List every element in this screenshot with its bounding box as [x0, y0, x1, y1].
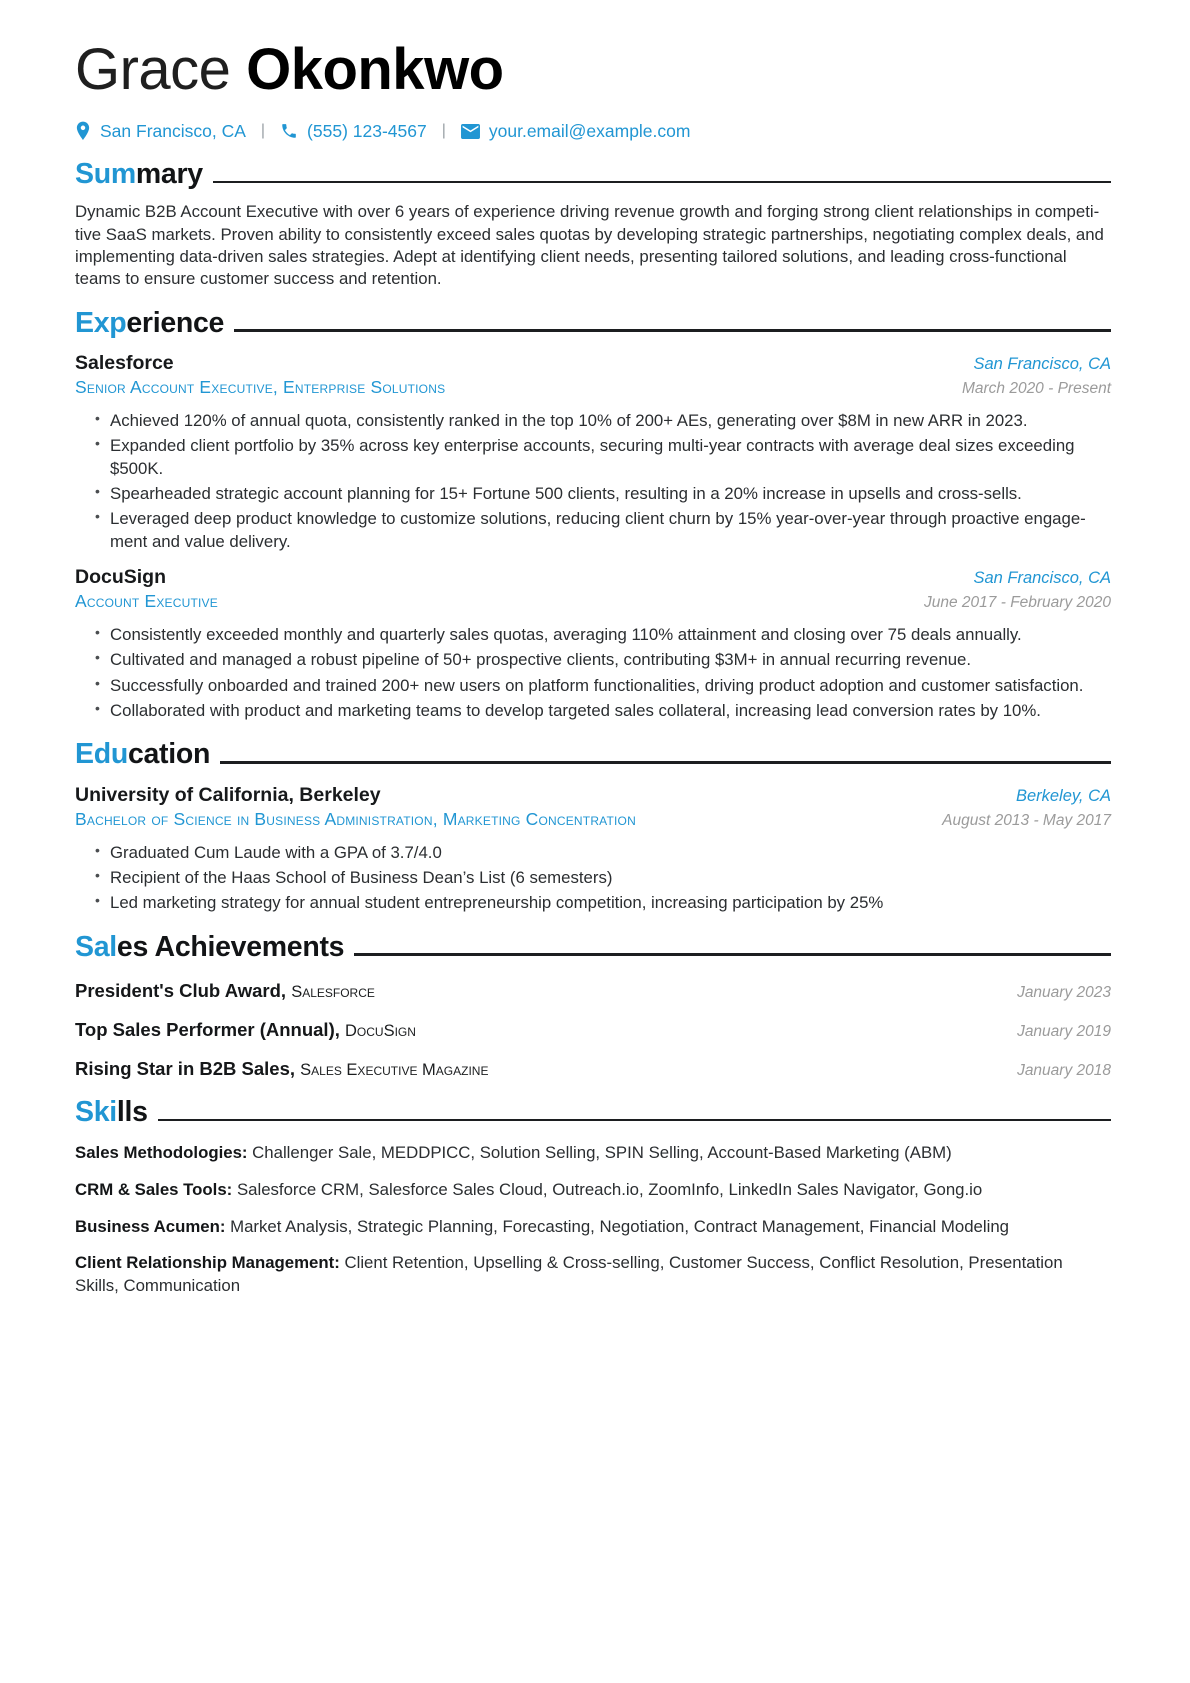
- award-date: January 2023: [1017, 983, 1111, 1001]
- job-dates: June 2017 - February 2020: [924, 593, 1111, 611]
- school-bullet: • Recipient of the Haas School of Business Dean’s List (6 semesters): [110, 867, 1111, 889]
- achievements-heading-row: [75, 932, 1111, 963]
- award-org: Salesforce: [291, 982, 375, 1001]
- job-bullet: • Leveraged deep product knowledge to customize solutions, reducing client churn by 15% year-over-year through proactive engagement and value delivery.: [110, 508, 1111, 553]
- job-bullet: • Achieved 120% of annual quota, consistently ranked in the top 10% of 200+ AEs, generating over $8M in new ARR in 2023.: [110, 410, 1111, 432]
- experience-title-accent: Exp: [75, 306, 127, 339]
- school-bullet: • Graduated Cum Laude with a GPA of 3.7/4.0: [110, 842, 1111, 864]
- job-header-row: [75, 352, 1111, 375]
- summary-title-accent: Sum: [75, 157, 136, 190]
- education-title: [75, 739, 210, 770]
- job-bullet-list: [75, 624, 1111, 722]
- skill-text: Client Retention, Upselling & Cross-selling, Customer Success, Conflict Resolution, Presentation Skills, Communication: [75, 1253, 1063, 1295]
- skills-title: [75, 1097, 148, 1128]
- achievements-title-accent: Sal: [75, 930, 117, 963]
- contact-row: [75, 121, 1111, 142]
- contact-separator: |: [260, 122, 266, 140]
- heading-rule: [158, 1119, 1111, 1122]
- education-heading-row: [75, 739, 1111, 770]
- award-name: [75, 980, 375, 1002]
- job-dates: March 2020 - Present: [961, 379, 1111, 397]
- experience-title-rest: erience: [126, 306, 225, 339]
- award-item: [75, 1019, 1111, 1041]
- job-bullet: • Expanded client portfolio by 35% across key enterprise accounts, securing multi-year contracts with average deal sizes exceeding $500K.: [110, 435, 1111, 480]
- job-location: San Francisco, CA: [973, 354, 1111, 373]
- envelope-icon: [461, 124, 480, 139]
- skill-label: Client Relationship Management:: [75, 1253, 340, 1273]
- job-bullet-list: [75, 410, 1111, 553]
- skill-category: [75, 1216, 1111, 1239]
- last-name: Okonkwo: [246, 37, 504, 102]
- award-name: [75, 1058, 488, 1080]
- school-location: Berkeley, CA: [1015, 786, 1111, 805]
- school-bullet-list: [75, 842, 1111, 915]
- job-subheader-row: [75, 375, 1111, 398]
- job-bullet: • Cultivated and managed a robust pipeline of 50+ prospective clients, contributing $3M+ in annual recurring revenue.: [110, 649, 1111, 671]
- company-name: DocuSign: [75, 565, 166, 588]
- school-name: University of California, Berkeley: [75, 783, 381, 806]
- contact-separator: |: [441, 122, 446, 140]
- award-title: President's Club Award: [75, 979, 281, 1001]
- job-subheader-row: [75, 589, 1111, 612]
- candidate-name: [75, 37, 1111, 102]
- award-separator: ,: [289, 1057, 301, 1079]
- school-subheader-row: [75, 807, 1111, 830]
- education-section: [75, 739, 1111, 914]
- skills-heading-row: [75, 1097, 1111, 1128]
- contact-email: [461, 121, 691, 142]
- first-name: Grace: [75, 37, 231, 102]
- location-text: San Francisco, CA: [100, 120, 246, 141]
- summary-text: Dynamic B2B Account Executive with over 6 years of experience driving revenue growth and forging strong client relationships in competitive SaaS markets. Proven ability to consistently exceed sales quotas by developing strategic partnerships, negotiating complex deals, and implementing data-driven sales strategies. Adept at identifying client needs, presenting tailored solutions, and leading cross-functional teams to ensure customer success and retention.: [75, 202, 1104, 289]
- skill-category: [75, 1179, 1111, 1202]
- experience-section: [75, 308, 1111, 723]
- company-name: Salesforce: [75, 351, 174, 374]
- experience-title: [75, 308, 224, 339]
- school-header-row: [75, 784, 1111, 807]
- achievements-title: [75, 932, 344, 963]
- skill-label: Sales Methodologies:: [75, 1143, 248, 1163]
- skill-category: [75, 1142, 1111, 1165]
- summary-title: [75, 159, 203, 190]
- award-separator: ,: [280, 979, 292, 1001]
- skill-category: [75, 1252, 1111, 1297]
- achievements-title-rest: es Achievements: [116, 930, 345, 963]
- contact-location: [75, 121, 246, 142]
- job-role: Senior Account Executive, Enterprise Solutions: [75, 376, 446, 397]
- job-entry-docusign: [75, 566, 1111, 722]
- skill-text: Challenger Sale, MEDDPICC, Solution Selling, SPIN Selling, Account-Based Marketing (ABM): [252, 1143, 952, 1163]
- award-title: Top Sales Performer (Annual): [75, 1018, 335, 1040]
- email-text: your.email@example.com: [488, 120, 691, 141]
- award-separator: ,: [334, 1018, 346, 1040]
- skill-label: Business Acumen:: [75, 1216, 226, 1236]
- skills-title-accent: Ski: [75, 1095, 117, 1128]
- award-date: January 2019: [1017, 1022, 1111, 1040]
- job-bullet: • Collaborated with product and marketing teams to develop targeted sales collateral, increasing lead conversion rates by 10%.: [110, 700, 1111, 722]
- job-location: San Francisco, CA: [973, 568, 1111, 587]
- contact-phone: [280, 121, 427, 142]
- award-org: DocuSign: [345, 1021, 416, 1040]
- skill-text: Salesforce CRM, Salesforce Sales Cloud, Outreach.io, ZoomInfo, LinkedIn Sales Navigator, Gong.io: [236, 1179, 983, 1199]
- education-title-rest: cation: [127, 738, 211, 771]
- experience-heading-row: [75, 308, 1111, 339]
- job-entry-salesforce: [75, 352, 1111, 553]
- job-role: Account Executive: [75, 590, 218, 611]
- heading-rule: [213, 181, 1111, 184]
- skill-label: CRM & Sales Tools:: [75, 1179, 233, 1199]
- award-name: [75, 1019, 416, 1041]
- phone-text: (555) 123-4567: [307, 120, 427, 141]
- job-bullet: • Consistently exceeded monthly and quarterly sales quotas, averaging 110% attainment and closing over 75 deals annually.: [110, 624, 1111, 646]
- location-pin-icon: [75, 121, 91, 141]
- school-dates: August 2013 - May 2017: [942, 811, 1111, 829]
- summary-heading-row: [75, 159, 1111, 190]
- heading-rule: [220, 761, 1111, 764]
- heading-rule: [354, 953, 1111, 956]
- job-bullet: • Successfully onboarded and trained 200+ new users on platform functionalities, driving product adoption and customer satisfaction.: [110, 675, 1111, 697]
- achievements-section: [75, 932, 1111, 1080]
- award-item: [75, 980, 1111, 1002]
- award-org: Sales Executive Magazine: [300, 1060, 489, 1079]
- school-degree: Bachelor of Science in Business Administration, Marketing Concentration: [75, 808, 636, 829]
- phone-icon: [280, 122, 298, 140]
- heading-rule: [234, 329, 1111, 332]
- summary-section: [75, 159, 1111, 291]
- school-entry: [75, 784, 1111, 915]
- skills-title-rest: lls: [116, 1095, 148, 1128]
- award-title: Rising Star in B2B Sales: [75, 1057, 290, 1079]
- skill-text: Market Analysis, Strategic Planning, Forecasting, Negotiation, Contract Management, Financial Modeling: [230, 1216, 1009, 1236]
- skills-section: [75, 1097, 1111, 1298]
- education-title-accent: Edu: [75, 738, 128, 771]
- school-bullet: • Led marketing strategy for annual student entrepreneurship competition, increasing participation by 25%: [110, 892, 1111, 914]
- award-date: January 2018: [1017, 1061, 1111, 1079]
- job-bullet: • Spearheaded strategic account planning for 15+ Fortune 500 clients, resulting in a 20% increase in upsells and cross-sells.: [110, 483, 1111, 505]
- job-header-row: [75, 566, 1111, 589]
- award-item: [75, 1058, 1111, 1080]
- summary-title-rest: mary: [135, 157, 203, 190]
